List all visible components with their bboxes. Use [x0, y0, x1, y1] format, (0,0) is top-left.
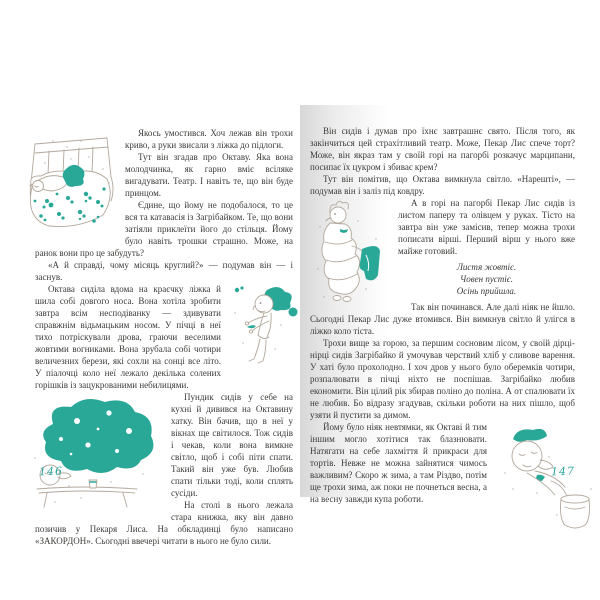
octava-sewing-illustration: [227, 283, 305, 369]
paragraph: На столі в нього лежала стара книжка, яку він давно позичив у Пекаря Лиса. На обкладинці було написано «ЗАКОРДОН». Сьогодні ввечері читати в нього не було сили.: [35, 500, 293, 546]
paragraph: Тут він згадав про Октаву. Яка вона молодчинка, як гарно вміє всіляке вигадувати. Театр. І навіть те, що він буде принцом.: [125, 152, 293, 198]
paragraph: Якось умостився. Хоч лежав він трохи криво, а руки звисали з ліжка до підлоги.: [125, 128, 293, 150]
paragraph: Єдине, що йому не подобалося, то це вся та катавасія із Загрібайком. Те, що вони затіяли приклеїти його до стільця. Йому було навіть трошки страшно. Може, на ранок вони про це забудуть?: [35, 200, 293, 258]
poem-line: Осінь прийшла.: [456, 286, 517, 296]
poem-line: Листя жовтіє.: [456, 262, 517, 272]
page-number-left: 146: [38, 464, 64, 479]
paragraph: Так він починався. Але далі ніяк не йшло. Сьогодні Пекар Лис дуже втомився. Він вимкнув світло й улігся в ліжко коло тіста.: [310, 302, 575, 336]
right-page: [300, 105, 600, 504]
paragraph: Йому було ніяк невтямки, як Октаві й тим іншим могло хотітися так блазнювати. Натягати на себе лахміття й прикраси для тортів. Невже не можна зайнятися чимось важливим? Скоро ж зима, а там Різдво, потім ще трохи зима, аж поки не почнеться весна, а на весну завжди купа роботи.: [310, 422, 487, 504]
paragraph: Трохи вище за горою, за першим сосновим лісом, у своїй дірці-нірці сидів Загрібайко й умочував черствий хліб у сливове варення. У хаті було прохолодно. І хоч дров у нього було оберемків чотири, розпалювати в пічці ніхто не поспішав. Загрібайко любив економити. Він цілий рік збирав поліно до поліна. А от спалювати їх не любив. Бо відразу згадував, скільки роботи на них пішло, щоб узяти й пустити за димом.: [310, 338, 575, 420]
baker-fox-illustration: [310, 199, 390, 307]
paragraph: Октава сиділа вдома на краєчку ліжка й шила собі довгого носа. Вона хотіла зробити завтра всім несподіванку — здивувати справжнім відьмацьким носом. У пічці в неї тихо потріскували дрова, граючи веселими жовтими вогниками. Вона зрубала собі чотири величезних берези, які сохли на сонці все літо. У піалочці коло неї лежало декілька солених горішків із зацукрованими небилицями.: [35, 284, 221, 390]
pundyk-under-tree-illustration: [25, 394, 161, 512]
left-page: [0, 105, 300, 546]
bed-sleeping-illustration: [23, 129, 115, 235]
left-page-text: [35, 127, 293, 546]
zahribayko-jam-illustration: [493, 423, 597, 537]
right-page-text: [310, 125, 575, 504]
paragraph: Він сидів і думав про їхнє завтрашнє свято. Після того, як закінчиться цей страхітливий театр. Може, Пекар Лис спече торт? Може, він якраз там у своїй горі на пагорбі розкачує марципани, посипає їх цукром і збиває крем?: [310, 126, 575, 172]
poem-line: Човен пустіє.: [460, 274, 513, 284]
paragraph: «А й справді, чому місяць круглий?» — подумав він — і заснув.: [35, 260, 293, 282]
paragraph: А в горі на пагорбі Пекар Лис сидів із листом паперу та олівцем у руках. Тісто на завтра він уже замісив, тепер можна трохи пописати вірші. Перший вірш у нього вже майже готовий.: [398, 198, 575, 256]
paragraph: Тут він помітив, що Октава вимкнула світло. «Нарешті», — подумав він і заліз під ковдру.: [310, 174, 575, 196]
paragraph: Пундик сидів у себе на кухні й дивився на Октавину хатку. Він бачив, що в неї у вікнах ще світилося. Тож сидів і чекав, коли вона вимкне світло, щоб і собі піти спати. Такий він уже був. Любив спати тільки тоді, коли сплять сусіди.: [171, 392, 293, 498]
page-number-right: 147: [550, 464, 576, 479]
book-spread: [0, 105, 600, 546]
